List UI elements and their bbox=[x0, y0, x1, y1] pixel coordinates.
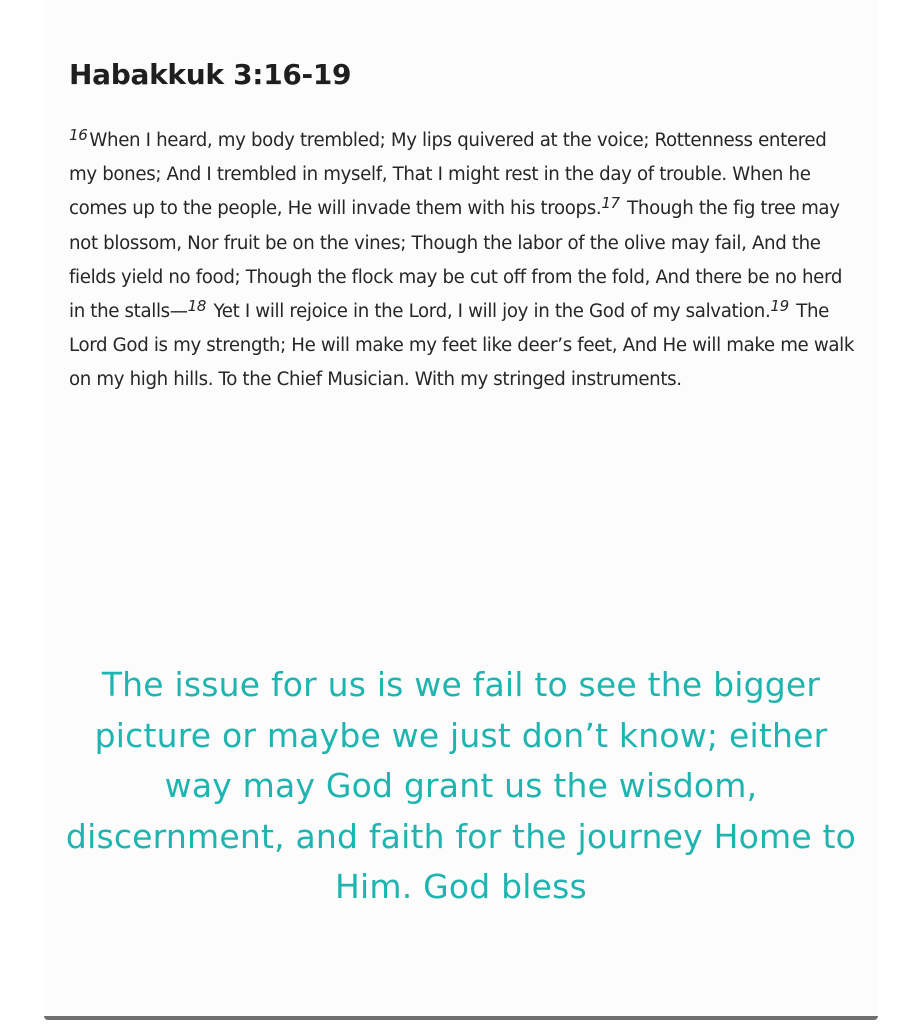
verse-text: Though the fig tree may not blossom, Nor fruit be on the vines; Though the labor of the olive may fail, And the fields yield no food; Though the flock may be cut off from the fold, And there be no herd in the stalls— bbox=[69, 198, 843, 323]
verse-text: The Lord God is my strength; He will make my feet like deer’s feet, And He will make me walk on my high hills. To the Chief Musician. With my stringed instruments. bbox=[69, 301, 855, 391]
scripture-passage bbox=[69, 124, 859, 398]
reflection-text: The issue for us is we fail to see the bigger picture or maybe we just don’t know; either way may God grant us the wisdom, discernment, and faith for the journey Home to Him. God bless bbox=[65, 665, 857, 906]
passage-title: Habakkuk 3:16-19 bbox=[69, 58, 352, 91]
verse-text: Yet I will rejoice in the Lord, I will joy in the God of my salvation. bbox=[213, 301, 771, 323]
content-card bbox=[44, 0, 878, 1020]
verse-number: 18 bbox=[187, 297, 207, 316]
verse-number: 16 bbox=[69, 126, 88, 144]
verse-number: 19 bbox=[770, 297, 789, 316]
verse-number: 17 bbox=[601, 194, 620, 213]
verse-text: When I heard, my body trembled; My lips quivered at the voice; Rottenness entered my bones; And I trembled in myself, That I might rest in the day of trouble. When he comes up to the people, He will invade them with his troops. bbox=[69, 130, 827, 220]
